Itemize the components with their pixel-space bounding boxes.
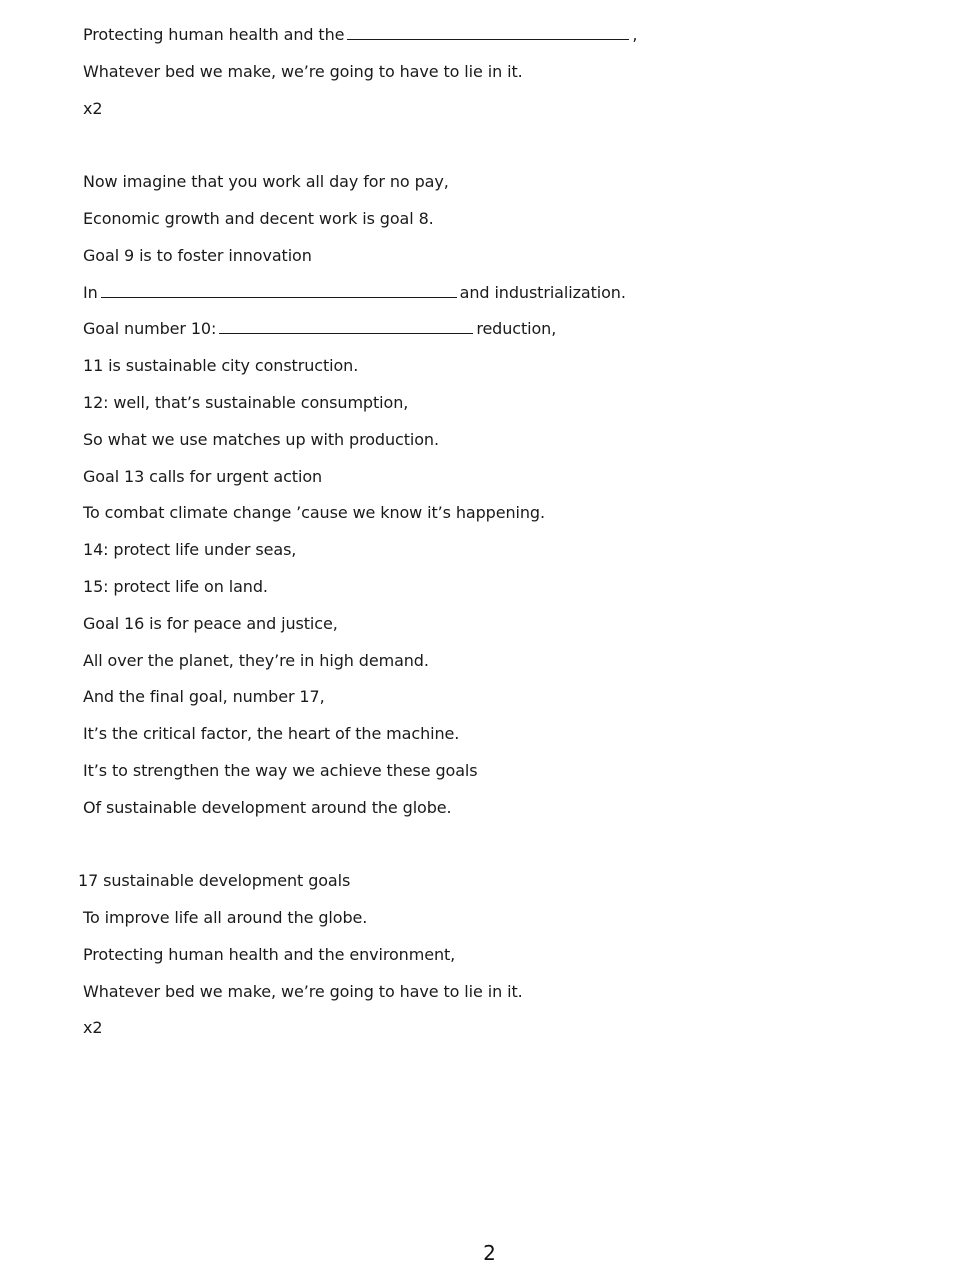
lyric-text: reduction, [476, 319, 557, 338]
lyric-line: Now imagine that you work all day for no pay, [83, 172, 449, 191]
lyric-line: It’s the critical factor, the heart of the machine. [83, 724, 460, 743]
lyric-text: Goal number 10: [83, 319, 217, 338]
lyric-line: Whatever bed we make, we’re going to have to lie in it. [83, 982, 523, 1001]
page-number: 2 [483, 1241, 496, 1265]
lyric-text: and industrialization. [459, 283, 626, 302]
fill-in-blank[interactable] [101, 284, 457, 298]
fill-in-blank[interactable] [347, 26, 629, 40]
lyric-text: In [83, 283, 98, 302]
lyric-line: To improve life all around the globe. [83, 908, 368, 927]
lyric-line: 15: protect life on land. [83, 577, 268, 596]
lyric-line: To combat climate change ’cause we know it’s happening. [83, 503, 545, 522]
lyric-line: Of sustainable development around the globe. [83, 798, 452, 817]
lyric-line: Economic growth and decent work is goal 8. [83, 209, 434, 228]
lyric-line: So what we use matches up with production. [83, 430, 439, 449]
lyric-line: And the final goal, number 17, [83, 687, 325, 706]
lyric-line: 17 sustainable development goals [78, 871, 351, 890]
repeat-marker: x2 [83, 99, 103, 118]
lyric-line: 11 is sustainable city construction. [83, 356, 359, 375]
lyric-line: Goal 9 is to foster innovation [83, 246, 312, 265]
lyric-line: 12: well, that’s sustainable consumption, [83, 393, 409, 412]
lyric-line: Goal 13 calls for urgent action [83, 467, 323, 486]
repeat-marker: x2 [83, 1018, 103, 1037]
lyric-line: Protecting human health and the environment, [83, 945, 456, 964]
fill-in-blank[interactable] [219, 320, 473, 334]
lyric-line: Goal 16 is for peace and justice, [83, 614, 338, 633]
lyric-line: 14: protect life under seas, [83, 540, 297, 559]
lyric-line: All over the planet, they’re in high demand. [83, 651, 429, 670]
lyric-text: , [632, 25, 638, 44]
lyric-line: Whatever bed we make, we’re going to have to lie in it. [83, 62, 523, 81]
lyric-line-with-blank [83, 25, 637, 45]
lyric-line-with-blank [83, 319, 556, 339]
lyric-line-with-blank [83, 283, 626, 303]
lyric-line: It’s to strengthen the way we achieve these goals [83, 761, 478, 780]
lyric-text: Protecting human health and the [83, 25, 345, 44]
